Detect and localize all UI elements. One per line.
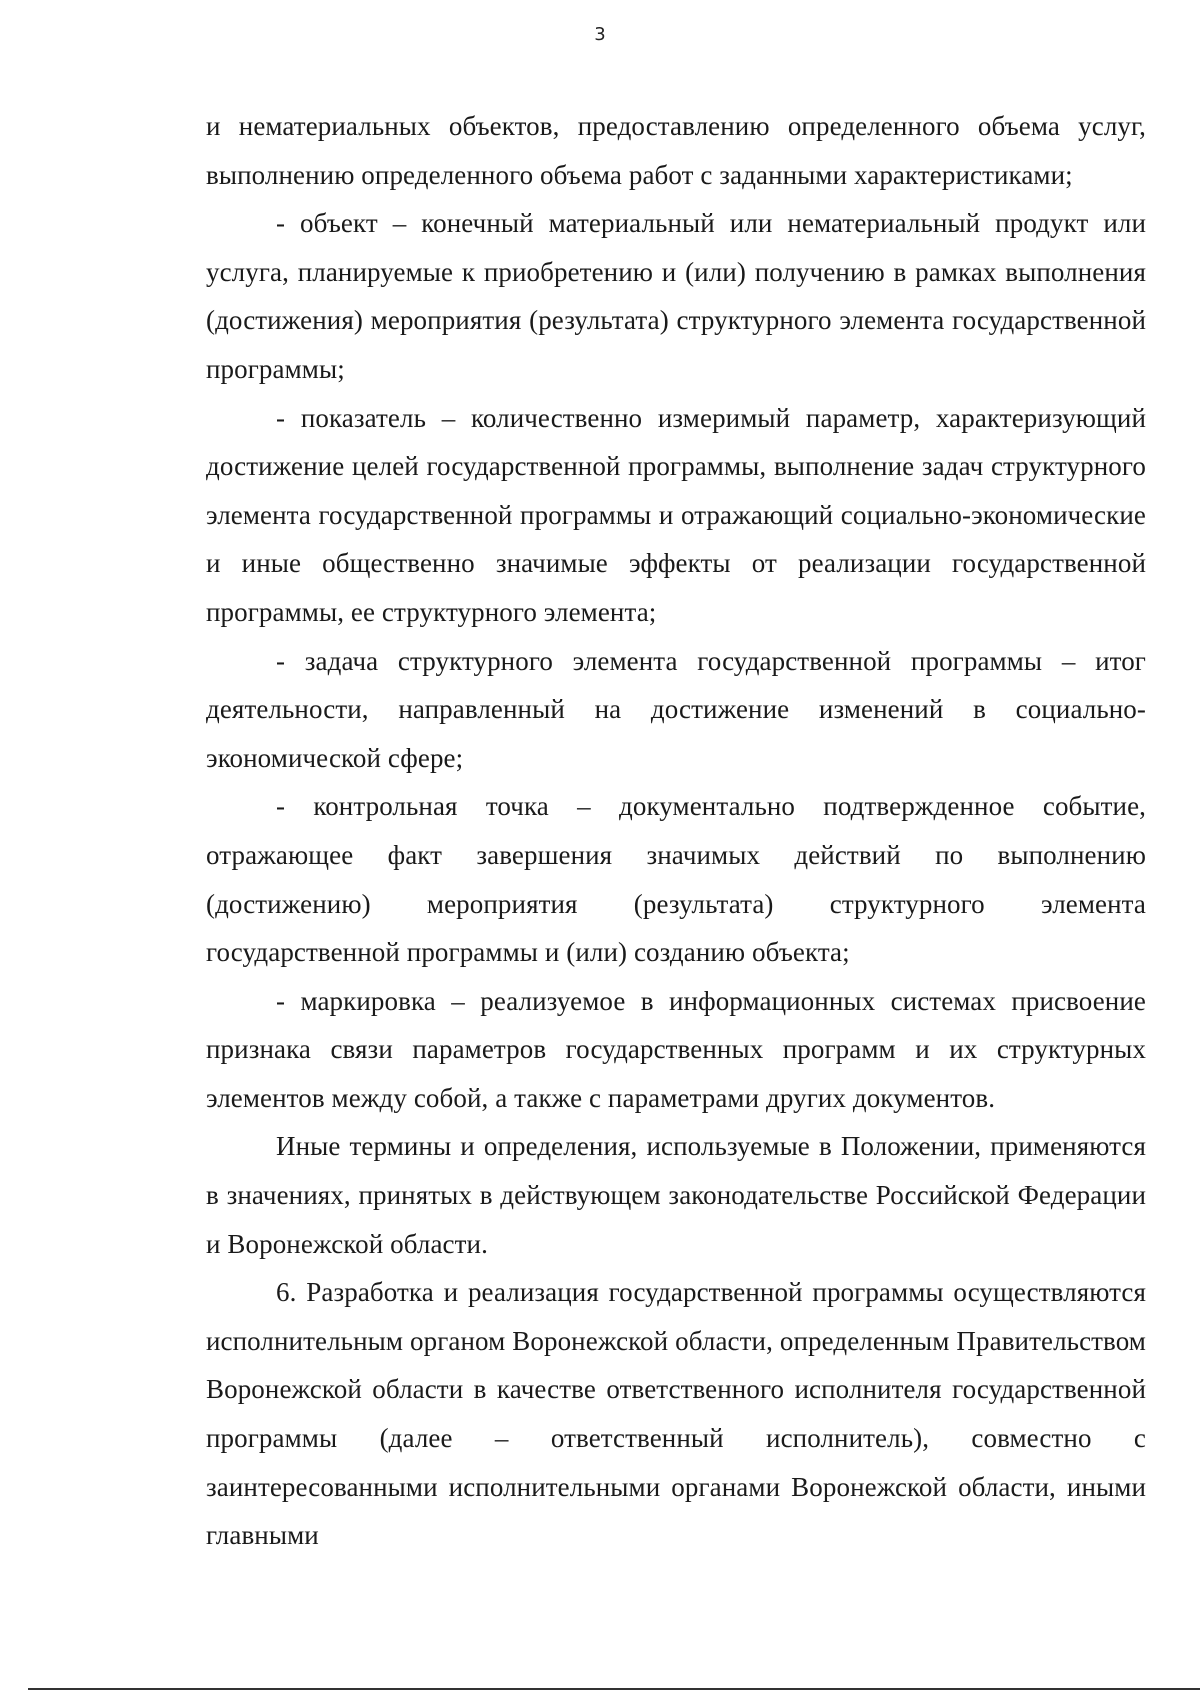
bottom-scan-edge-line [28, 1688, 1200, 1690]
other-terms-paragraph: Иные термины и определения, используемые в Положении, применяются в значениях, принятых в действующем законодательстве Российской Федерации и Воронежской области. [206, 1131, 1146, 1259]
page-number: 3 [594, 24, 606, 45]
definition-indicator: - показатель – количественно измеримый параметр, характеризующий достижение целей государственной программы, выполнение задач структурного элемента государственной программы и отражающий социально-экономические и иные общественно значимые эффекты от реализации государственной программы, ее структурного элемента; [206, 402, 1146, 627]
definition-marking: - маркировка – реализуемое в информационных системах присвоение признака связи параметров государственных программ и их структурных элементов между собой, а также с параметрами других документов. [206, 985, 1146, 1113]
paragraph-continuation: и нематериальных объектов, предоставлению определенного объема услуг, выполнению определенного объема работ с заданными характеристиками; [206, 111, 1146, 190]
document-body [206, 102, 1146, 1560]
clause-6-paragraph: 6. Разработка и реализация государственной программы осуществляются исполнительным органом Воронежской области, определенным Правительством Воронежской области в качестве ответственного исполнителя государственной программы (далее – ответственный исполнитель), совместно с заинтересованными исполнительными органами Воронежской области, иными главными [206, 1277, 1146, 1551]
definition-checkpoint: - контрольная точка – документально подтвержденное событие, отражающее факт завершения значимых действий по выполнению (достижению) мероприятия (результата) структурного элемента государственной программы и (или) созданию объекта; [206, 791, 1146, 968]
definition-object: - объект – конечный материальный или нематериальный продукт или услуга, планируемые к приобретению и (или) получению в рамках выполнения (достижения) мероприятия (результата) структурного элемента государственной программы; [206, 208, 1146, 384]
definition-task: - задача структурного элемента государственной программы – итог деятельности, направленный на достижение изменений в социально-экономической сфере; [206, 645, 1146, 773]
